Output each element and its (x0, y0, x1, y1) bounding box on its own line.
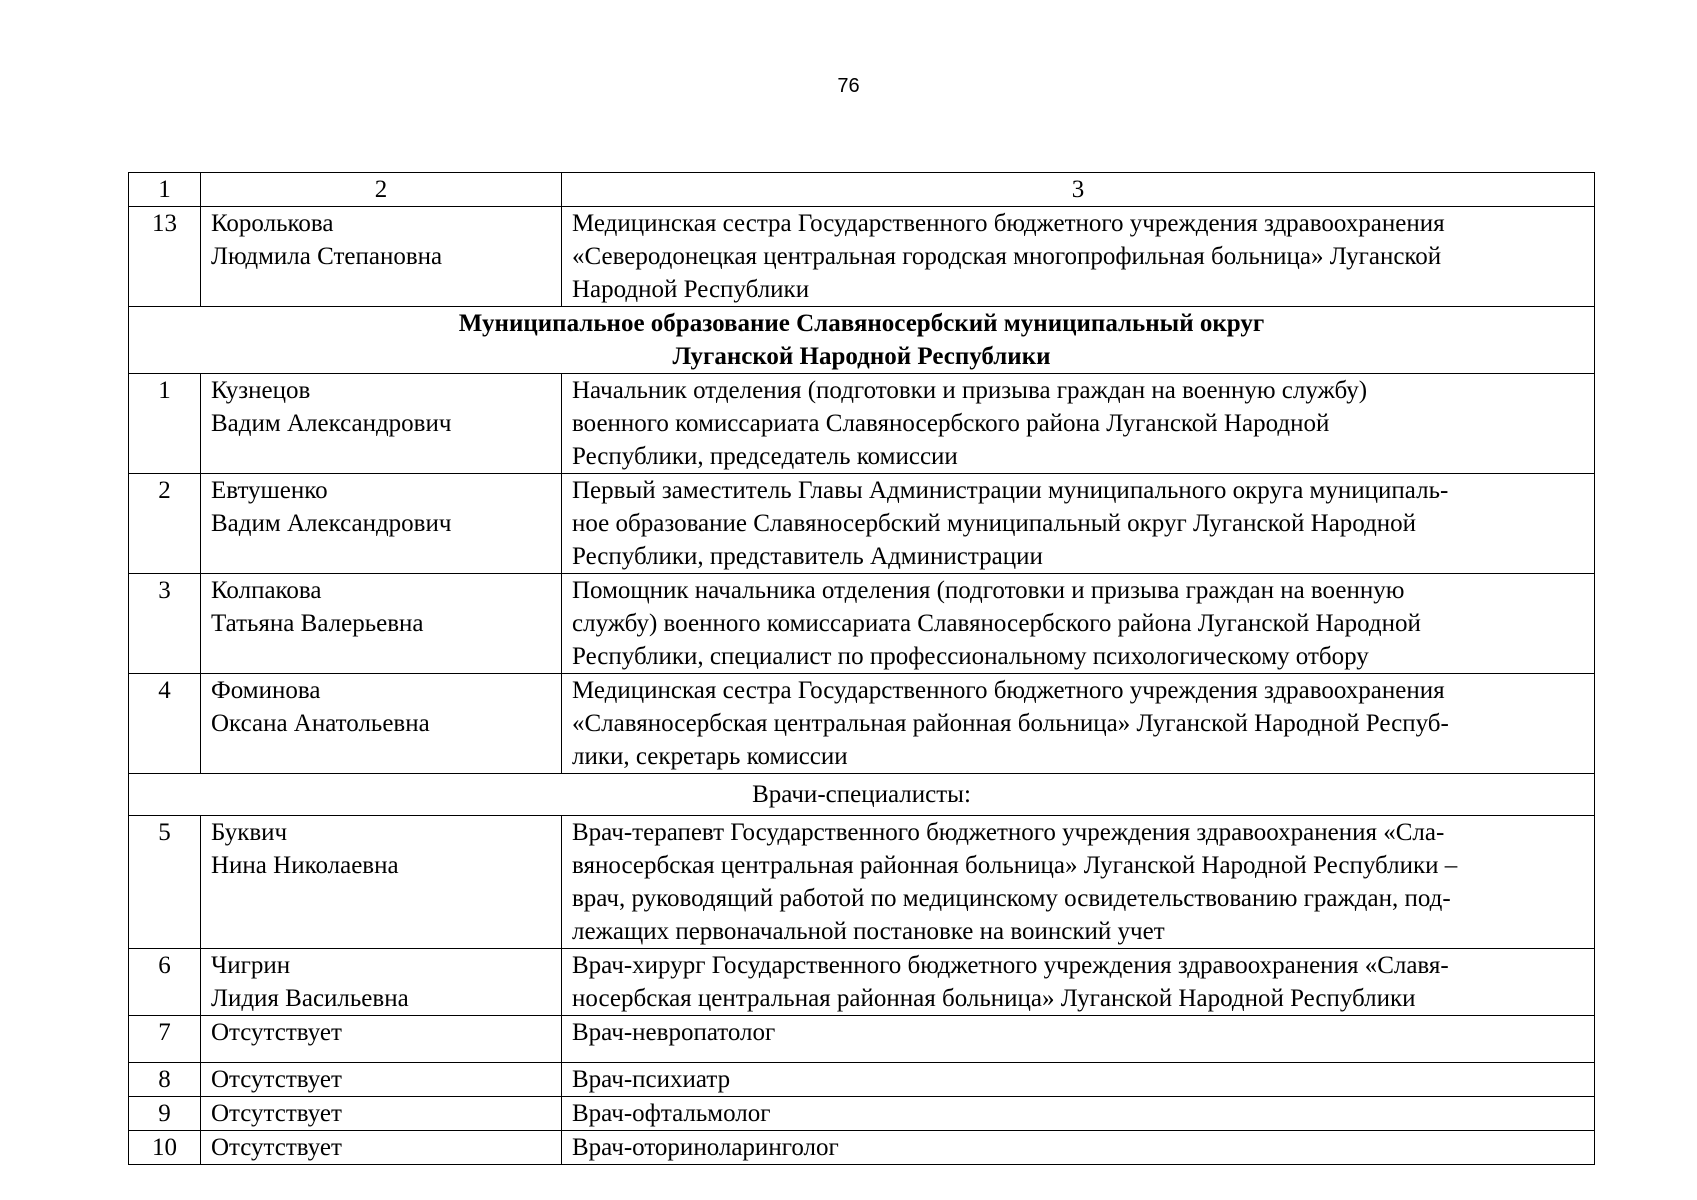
position-line: Народной Республики (572, 276, 810, 303)
position-line: «Славяносербская центральная районная больница» Луганской Народной Респуб- (572, 710, 1449, 737)
given-names: Оксана Анатольевна (211, 710, 430, 737)
surname: Колпакова (211, 577, 322, 604)
given-names: Лидия Васильевна (211, 985, 409, 1012)
table-row (129, 949, 1595, 1016)
member-name: Отсутствует (201, 1016, 562, 1063)
position-line: лежащих первоначальной постановке на воинский учет (572, 918, 1165, 945)
member-name (201, 374, 562, 474)
section-title (129, 307, 1595, 374)
section-header-row (129, 307, 1595, 374)
member-position (562, 816, 1595, 949)
member-position (562, 574, 1595, 674)
subheader-row (129, 774, 1595, 816)
specialists-subheader: Врачи-специалисты: (129, 774, 1595, 816)
surname: Буквич (211, 819, 288, 846)
table-row (129, 574, 1595, 674)
given-names: Нина Николаевна (211, 852, 399, 879)
table-row (129, 1131, 1595, 1165)
row-number: 9 (129, 1097, 201, 1131)
position-line: Первый заместитель Главы Администрации муниципального округа муниципаль- (572, 477, 1449, 504)
member-name (201, 949, 562, 1016)
position-line: Медицинская сестра Государственного бюджетного учреждения здравоохранения (572, 210, 1445, 237)
member-name: Отсутствует (201, 1063, 562, 1097)
position-line: службу) военного комиссариата Славяносербского района Луганской Народной (572, 610, 1421, 637)
position-line: Республики, специалист по профессиональному психологическому отбору (572, 643, 1369, 670)
member-name: Отсутствует (201, 1131, 562, 1165)
member-name (201, 674, 562, 774)
member-position (562, 674, 1595, 774)
position-line: врач, руководящий работой по медицинскому освидетельствованию граждан, под- (572, 885, 1451, 912)
position-line: Врач-хирург Государственного бюджетного учреждения здравоохранения «Славя- (572, 952, 1449, 979)
table-row (129, 674, 1595, 774)
row-number: 8 (129, 1063, 201, 1097)
member-position (562, 207, 1595, 307)
member-name (201, 816, 562, 949)
table-row (129, 207, 1595, 307)
member-position (562, 474, 1595, 574)
position-line: Врач-терапевт Государственного бюджетного учреждения здравоохранения «Сла- (572, 819, 1445, 846)
position-line: Республики, представитель Администрации (572, 543, 1043, 570)
table-row (129, 1016, 1595, 1063)
row-number: 1 (129, 374, 201, 474)
row-number: 7 (129, 1016, 201, 1063)
position-line: военного комиссариата Славяносербского района Луганской Народной (572, 410, 1330, 437)
row-number: 10 (129, 1131, 201, 1165)
position-line: лики, секретарь комиссии (572, 743, 848, 770)
header-col-1: 1 (129, 173, 201, 207)
position-line: Республики, председатель комиссии (572, 443, 958, 470)
surname: Королькова (211, 210, 334, 237)
given-names: Вадим Александрович (211, 510, 452, 537)
position-line: Помощник начальника отделения (подготовки и призыва граждан на военную (572, 577, 1405, 604)
member-name (201, 207, 562, 307)
member-position: Врач-оториноларинголог (562, 1131, 1595, 1165)
position-line: вяносербская центральная районная больница» Луганской Народной Республики – (572, 852, 1458, 879)
table-row (129, 1097, 1595, 1131)
position-line: Медицинская сестра Государственного бюджетного учреждения здравоохранения (572, 677, 1445, 704)
member-position: Врач-невропатолог (562, 1016, 1595, 1063)
surname: Евтушенко (211, 477, 328, 504)
surname: Фоминова (211, 677, 321, 704)
page-number: 76 (837, 75, 860, 97)
given-names: Людмила Степановна (211, 243, 443, 270)
row-number: 4 (129, 674, 201, 774)
row-number: 13 (129, 207, 201, 307)
member-position (562, 374, 1595, 474)
row-number: 2 (129, 474, 201, 574)
section-title-line: Луганской Народной Республики (672, 343, 1051, 370)
given-names: Татьяна Валерьевна (211, 610, 424, 637)
member-position: Врач-офтальмолог (562, 1097, 1595, 1131)
table-row (129, 474, 1595, 574)
position-line: носербская центральная районная больница» Луганской Народной Республики (572, 985, 1416, 1012)
given-names: Вадим Александрович (211, 410, 452, 437)
table-row (129, 1063, 1595, 1097)
commission-table (128, 172, 1595, 1165)
position-line: Начальник отделения (подготовки и призыва граждан на военную службу) (572, 377, 1368, 404)
row-number: 5 (129, 816, 201, 949)
row-number: 3 (129, 574, 201, 674)
member-name: Отсутствует (201, 1097, 562, 1131)
member-name (201, 574, 562, 674)
member-position: Врач-психиатр (562, 1063, 1595, 1097)
member-position (562, 949, 1595, 1016)
table-header-row (129, 173, 1595, 207)
table-row (129, 816, 1595, 949)
header-col-2: 2 (201, 173, 562, 207)
member-name (201, 474, 562, 574)
position-line: «Северодонецкая центральная городская многопрофильная больница» Луганской (572, 243, 1442, 270)
table-row (129, 374, 1595, 474)
position-line: ное образование Славяносербский муниципальный округ Луганской Народной (572, 510, 1417, 537)
header-col-3: 3 (562, 173, 1595, 207)
surname: Кузнецов (211, 377, 311, 404)
surname: Чигрин (211, 952, 291, 979)
section-title-line: Муниципальное образование Славяносербский муниципальный округ (458, 310, 1265, 337)
row-number: 6 (129, 949, 201, 1016)
